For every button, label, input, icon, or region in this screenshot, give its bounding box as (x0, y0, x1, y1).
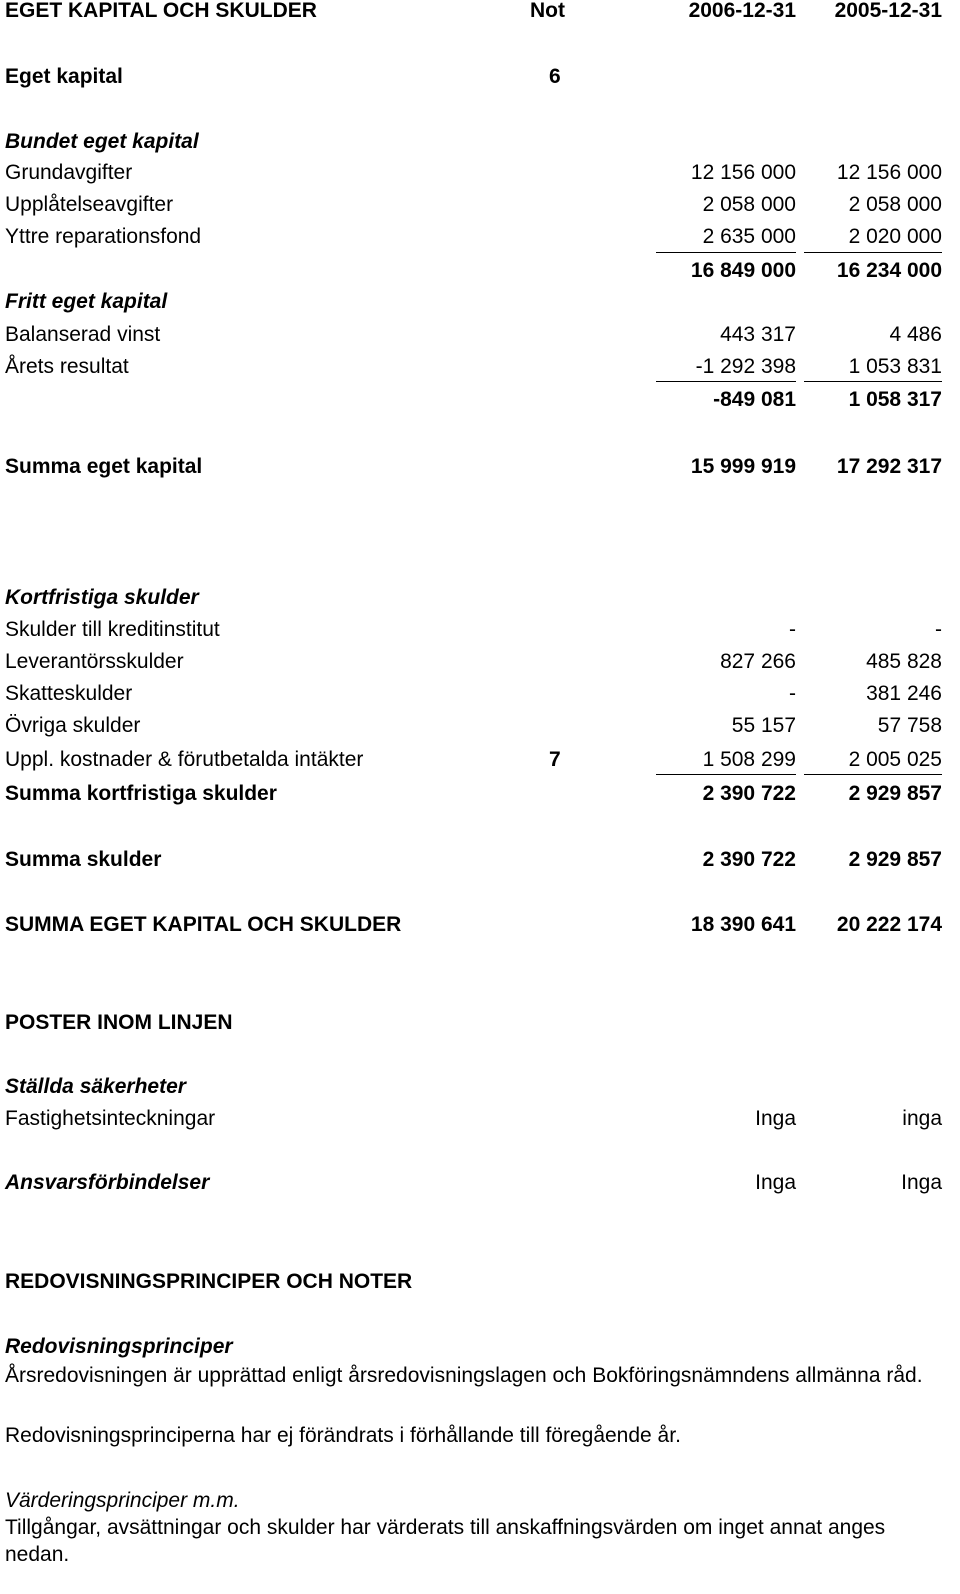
sum-underline (656, 774, 796, 775)
table-row (0, 158, 960, 188)
header-row (0, 0, 960, 26)
value-2005: - (935, 618, 942, 641)
row-label: Upplåtelseavgifter (5, 193, 174, 216)
row-label: Balanserad vinst (5, 323, 161, 346)
table-row (0, 679, 960, 709)
value-2006: 2 635 000 (702, 225, 796, 248)
subsection-heading: Ställda säkerheter (5, 1075, 186, 1098)
row-label: Skatteskulder (5, 682, 133, 705)
row-label: Grundavgifter (5, 161, 133, 184)
paragraph: Tillgångar, avsättningar och skulder har värderats till anskaffningsvärden om inget annat anges nedan. (5, 1516, 886, 1566)
note-column-header: Not (530, 0, 565, 22)
page-title: EGET KAPITAL OCH SKULDER (5, 0, 317, 22)
value-2006: Inga (755, 1107, 796, 1130)
subsection-heading: Fritt eget kapital (5, 290, 168, 313)
subsection-heading: Värderingsprinciper m.m. (5, 1489, 240, 1512)
table-row (0, 1168, 960, 1198)
note-ref: 6 (549, 65, 561, 88)
row-label: Uppl. kostnader & förutbetalda intäkter (5, 748, 364, 771)
value-2005: 2 929 857 (848, 782, 942, 805)
row-label: Ansvarsförbindelser (5, 1171, 210, 1194)
year-2006-header: 2006-12-31 (688, 0, 796, 22)
value-2006: 827 266 (720, 650, 796, 673)
summa-kortfristiga-row (0, 779, 960, 809)
subtotal-2005: 1 058 317 (848, 388, 942, 411)
subsection-heading: Redovisningsprinciper (5, 1335, 233, 1358)
value-2005: inga (902, 1107, 942, 1130)
value-2006: 55 157 (731, 714, 796, 737)
row-label: Summa eget kapital (5, 455, 203, 478)
row-label: Summa skulder (5, 848, 162, 871)
value-2006: 12 156 000 (690, 161, 796, 184)
paragraph: Årsredovisningen är upprättad enligt årsredovisningslagen och Bokföringsnämndens allmänna råd. (5, 1364, 923, 1387)
table-row (0, 1104, 960, 1134)
redovisning-heading-row (0, 1267, 960, 1297)
table-row (0, 352, 960, 382)
value-2005: 2 005 025 (848, 748, 942, 771)
subtotal-2006: 16 849 000 (690, 259, 796, 282)
table-row (0, 320, 960, 350)
value-2005: 12 156 000 (836, 161, 942, 184)
subsection-heading: Kortfristiga skulder (5, 586, 199, 609)
row-label: Yttre reparationsfond (5, 225, 202, 248)
sum-underline (656, 381, 796, 382)
table-row (0, 190, 960, 220)
value-2005: 57 758 (877, 714, 942, 737)
section-heading: REDOVISNINGSPRINCIPER OCH NOTER (5, 1270, 413, 1293)
value-2006: 1 508 299 (702, 748, 796, 771)
subtotal-2005: 16 234 000 (836, 259, 942, 282)
value-2006: - (789, 618, 796, 641)
year-2005-header: 2005-12-31 (834, 0, 942, 22)
summa-total-row (0, 910, 960, 940)
value-2006: 443 317 (720, 323, 796, 346)
value-2006: 18 390 641 (690, 913, 796, 936)
value-2005: 1 053 831 (848, 355, 942, 378)
row-label: SUMMA EGET KAPITAL OCH SKULDER (5, 913, 402, 936)
value-2005: 381 246 (866, 682, 942, 705)
value-2006: 2 058 000 (702, 193, 796, 216)
row-label: Summa kortfristiga skulder (5, 782, 277, 805)
table-row (0, 615, 960, 645)
subsection-heading: Bundet eget kapital (5, 130, 199, 153)
redovisningsprinciper-heading-row (0, 1332, 960, 1362)
bundet-heading-row (0, 127, 960, 157)
value-2006: 2 390 722 (702, 848, 796, 871)
value-2005: 485 828 (866, 650, 942, 673)
row-label: Leverantörsskulder (5, 650, 184, 673)
row-label: Skulder till kreditinstitut (5, 618, 220, 641)
section-heading: POSTER INOM LINJEN (5, 1011, 233, 1034)
sum-underline (804, 381, 942, 382)
sum-underline (804, 774, 942, 775)
value-2005: 2 929 857 (848, 848, 942, 871)
subtotal-2006: -849 081 (713, 388, 796, 411)
paragraph: Redovisningsprinciperna har ej förändrats i förhållande till föregående år. (5, 1424, 681, 1447)
value-2006: 2 390 722 (702, 782, 796, 805)
row-label: Fastighetsinteckningar (5, 1107, 216, 1130)
sum-underline (656, 252, 796, 253)
value-2005: 2 058 000 (848, 193, 942, 216)
row-label: Övriga skulder (5, 714, 141, 737)
value-2005: 17 292 317 (836, 455, 942, 478)
value-2006: -1 292 398 (695, 355, 796, 378)
table-row (0, 647, 960, 677)
table-row (0, 745, 960, 775)
value-2005: 4 486 (889, 323, 942, 346)
value-2006: 15 999 919 (690, 455, 796, 478)
summa-skulder-row (0, 845, 960, 875)
value-2005: 2 020 000 (848, 225, 942, 248)
fritt-heading-row (0, 287, 960, 317)
summa-eget-row (0, 452, 960, 482)
sum-underline (804, 252, 942, 253)
subtotal-row (0, 256, 960, 286)
section-label: Eget kapital (5, 65, 123, 88)
value-2006: - (789, 682, 796, 705)
subtotal-row (0, 385, 960, 415)
value-2005: 20 222 174 (836, 913, 942, 936)
stallda-heading-row (0, 1072, 960, 1102)
eget-kapital-row (0, 62, 960, 92)
kortfristiga-heading-row (0, 583, 960, 613)
value-2006: Inga (755, 1171, 796, 1194)
value-2005: Inga (901, 1171, 942, 1194)
poster-heading-row (0, 1008, 960, 1038)
table-row (0, 711, 960, 741)
row-label: Årets resultat (5, 355, 129, 378)
note-ref: 7 (549, 748, 561, 771)
table-row (0, 222, 960, 252)
